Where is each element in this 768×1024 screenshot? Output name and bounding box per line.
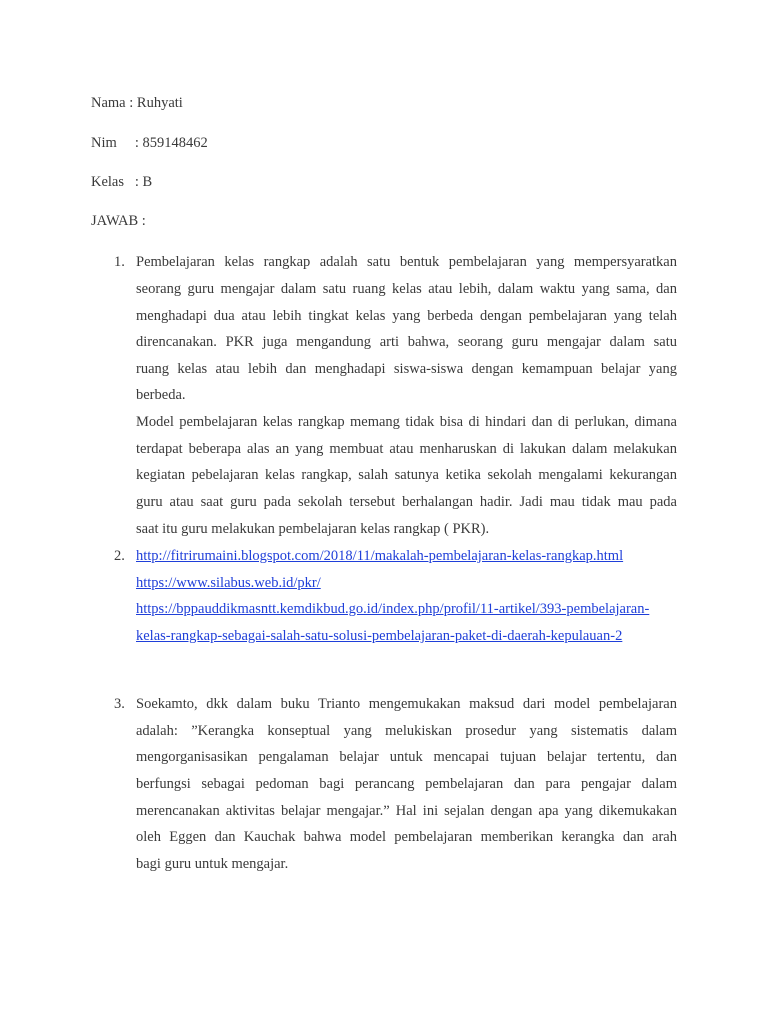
reference-link[interactable]: http://fitrirumaini.blogspot.com/2018/11/makalah-pembelajaran-kelas-rangkap.html	[136, 548, 624, 564]
answer-heading: JAWAB :	[91, 213, 146, 229]
answer-3-number: 3.	[114, 696, 125, 712]
answer-3-line: mengorganisasikan pengalaman belajar untuk mencapai tujuan belajar tertentu, dan	[136, 749, 677, 765]
answer-2-link-line	[136, 574, 677, 592]
answer-1-line: menghadapi dua atau lebih tingkat kelas yang berbeda dengan pembelajaran yang telah	[136, 308, 677, 324]
answer-1-line: ruang kelas atau lebih dan menghadapi siswa-siswa dengan kemampuan belajar yang	[136, 361, 677, 377]
answer-3-line: adalah: ”Kerangka konseptual yang melukiskan prosedur yang sistematis dalam	[136, 723, 677, 739]
answer-2-link-line	[136, 627, 677, 645]
answer-3-line: oleh Eggen dan Kauchak bahwa model pembelajaran memberikan kerangka dan arah	[136, 829, 677, 845]
answer-1-number: 1.	[114, 254, 125, 270]
answer-1-line: direncanakan. PKR juga mengandung arti bahwa, seorang guru mengajar dalam satu	[136, 334, 677, 350]
reference-link[interactable]: https://www.silabus.web.id/pkr/	[136, 575, 321, 591]
answer-3-line: merencanakan aktivitas belajar mengajar.” Hal ini sejalan dengan apa yang dikemukakan	[136, 803, 677, 819]
answer-1-line: seorang guru mengajar dalam satu ruang kelas atau lebih, dalam waktu yang sama, dan	[136, 281, 677, 297]
student-class: Kelas : B	[91, 174, 153, 190]
answer-3-line: berfungsi sebagai pedoman bagi perancang pembelajaran dan para pengajar dalam	[136, 776, 677, 792]
reference-link-continued[interactable]: kelas-rangkap-sebagai-salah-satu-solusi-pembelajaran-paket-di-daerah-kepulauan-2	[136, 628, 623, 644]
student-name: Nama : Ruhyati	[91, 95, 183, 111]
answer-1-line: guru atau saat guru pada sekolah tersebut berhalangan hadir. Jadi mau tidak mau pada	[136, 494, 677, 510]
reference-link[interactable]: https://bppauddikmasntt.kemdikbud.go.id/index.php/profil/11-artikel/393-pembelajaran-	[136, 601, 650, 617]
answer-2-link-line	[136, 600, 677, 618]
answer-1-line: Pembelajaran kelas rangkap adalah satu bentuk pembelajaran yang mempersyaratkan	[136, 254, 677, 270]
answer-1-line: kegiatan pebelajaran kelas rangkap, salah satunya ketika sekolah mengalami kekurangan	[136, 467, 677, 483]
student-nim: Nim : 859148462	[91, 135, 208, 151]
answer-1-line: terdapat beberapa alas an yang membuat atau menharuskan di lakukan dalam melakukan	[136, 441, 677, 457]
answer-3-line: bagi guru untuk mengajar.	[136, 856, 289, 872]
answer-1-line: berbeda.	[136, 387, 186, 403]
answer-3-line: Soekamto, dkk dalam buku Trianto mengemukakan maksud dari model pembelajaran	[136, 696, 677, 712]
answer-2-number: 2.	[114, 548, 125, 564]
answer-1-line: saat itu guru melakukan pembelajaran kelas rangkap ( PKR).	[136, 521, 490, 537]
answer-2-link-line	[136, 547, 677, 565]
answer-1-line: Model pembelajaran kelas rangkap memang tidak bisa di hindari dan di perlukan, dimana	[136, 414, 677, 430]
